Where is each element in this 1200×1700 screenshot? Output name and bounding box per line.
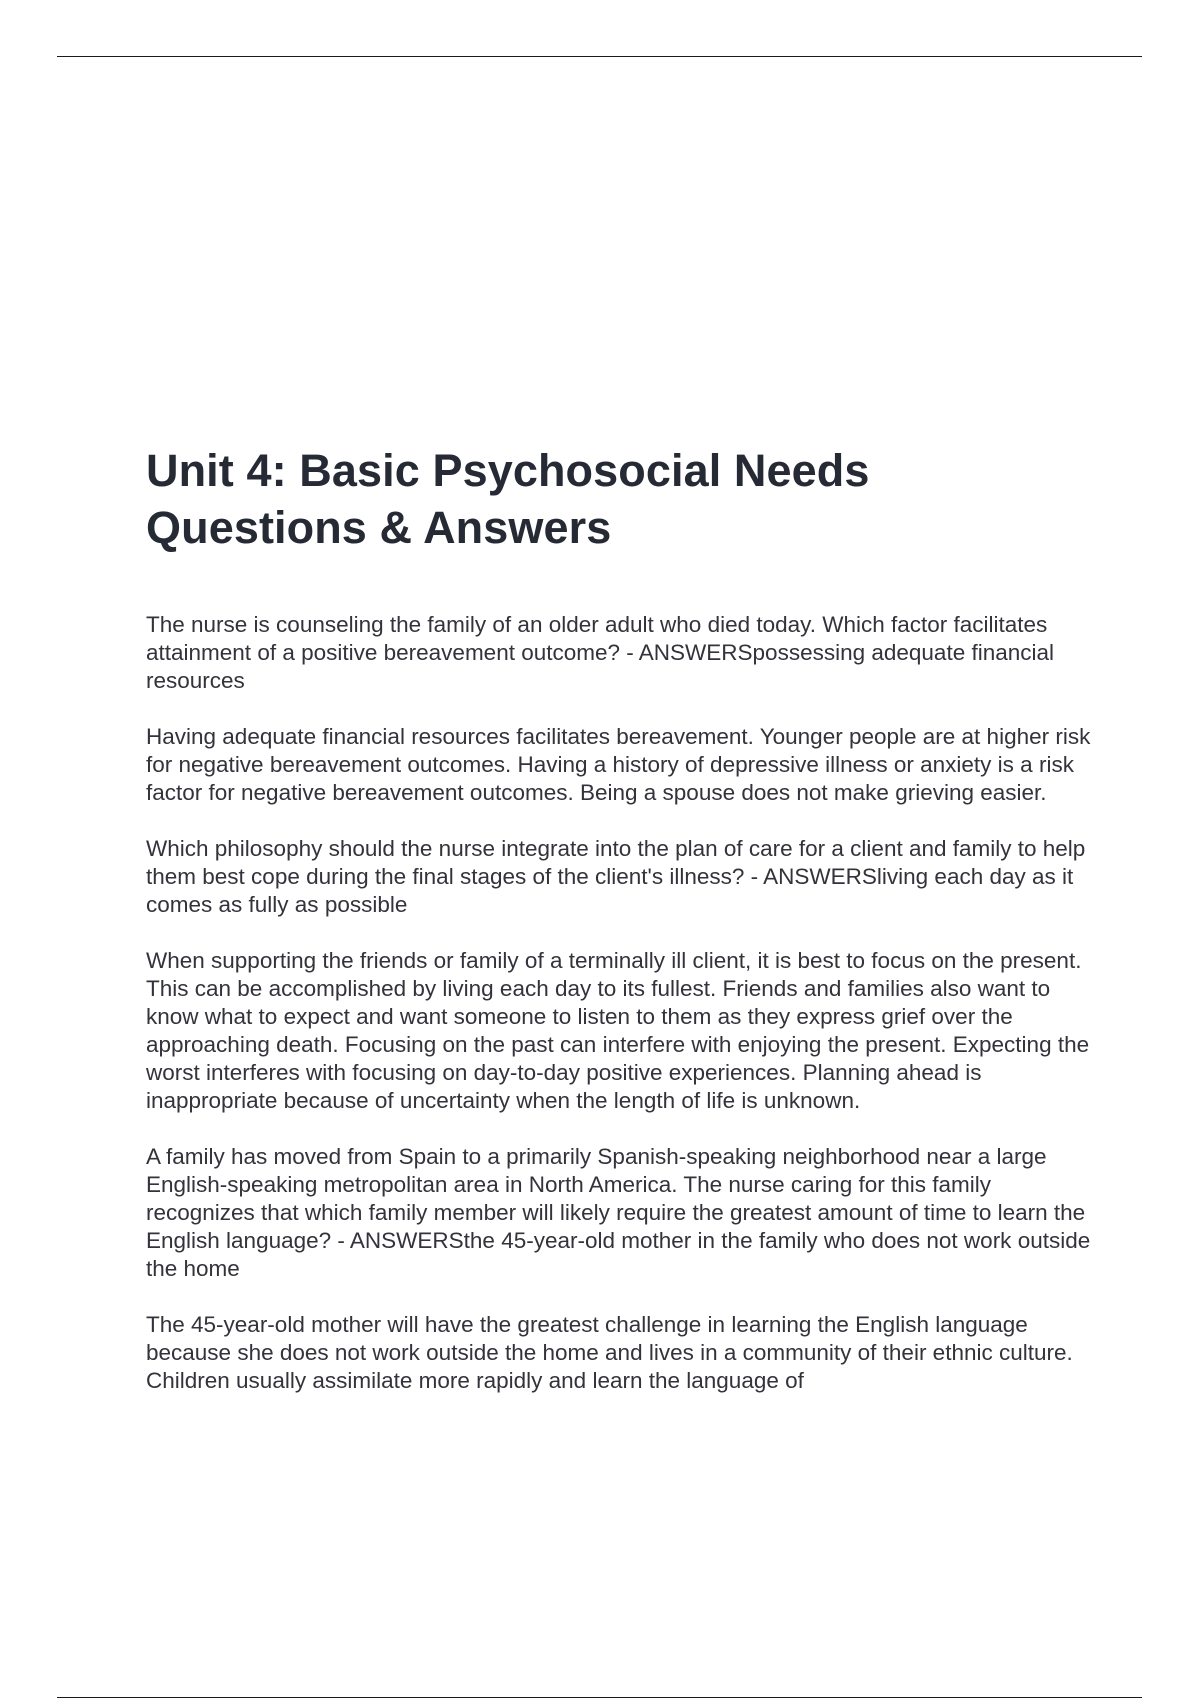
title-line-1: Unit 4: Basic Psychosocial Needs xyxy=(146,445,870,496)
qa-list xyxy=(146,611,1091,1395)
question-paragraph: The nurse is counseling the family of an older adult who died today. Which factor facilitates attainment of a positive bereavement outcome? - ANSWERSpossessing adequate financial resources xyxy=(146,612,1055,693)
question-paragraph: A family has moved from Spain to a primarily Spanish-speaking neighborhood near a large English-speaking metropolitan area in North America. The nurse caring for this family recognizes that which family member will likely require the greatest amount of time to learn the English language? - ANSWERSthe 45-year-old mother in the family who does not work outside the home xyxy=(146,1144,1091,1281)
rationale-paragraph: Having adequate financial resources facilitates bereavement. Younger people are at higher risk for negative bereavement outcomes. Having a history of depressive illness or anxiety is a risk factor for negative bereavement outcomes. Being a spouse does not make grieving easier. xyxy=(146,724,1091,805)
document-title xyxy=(146,442,1091,556)
header-rule xyxy=(57,56,1142,57)
footer-rule xyxy=(57,1697,1142,1698)
document-body xyxy=(146,442,1091,1423)
question-paragraph: Which philosophy should the nurse integrate into the plan of care for a client and family to help them best cope during the final stages of the client's illness? - ANSWERSliving each day as it comes as fully as possible xyxy=(146,836,1086,917)
title-line-2: Questions & Answers xyxy=(146,502,612,553)
rationale-paragraph: The 45-year-old mother will have the greatest challenge in learning the English language because she does not work outside the home and lives in a community of their ethnic culture. Children usually assimilate more rapidly and learn the language of xyxy=(146,1312,1073,1393)
rationale-paragraph: When supporting the friends or family of a terminally ill client, it is best to focus on the present. This can be accomplished by living each day to its fullest. Friends and families also want to know what to expect and want someone to listen to them as they express grief over the approaching death. Focusing on the past can interfere with enjoying the present. Expecting the worst interferes with focusing on day-to-day positive experiences. Planning ahead is inappropriate because of uncertainty when the length of life is unknown. xyxy=(146,948,1090,1113)
